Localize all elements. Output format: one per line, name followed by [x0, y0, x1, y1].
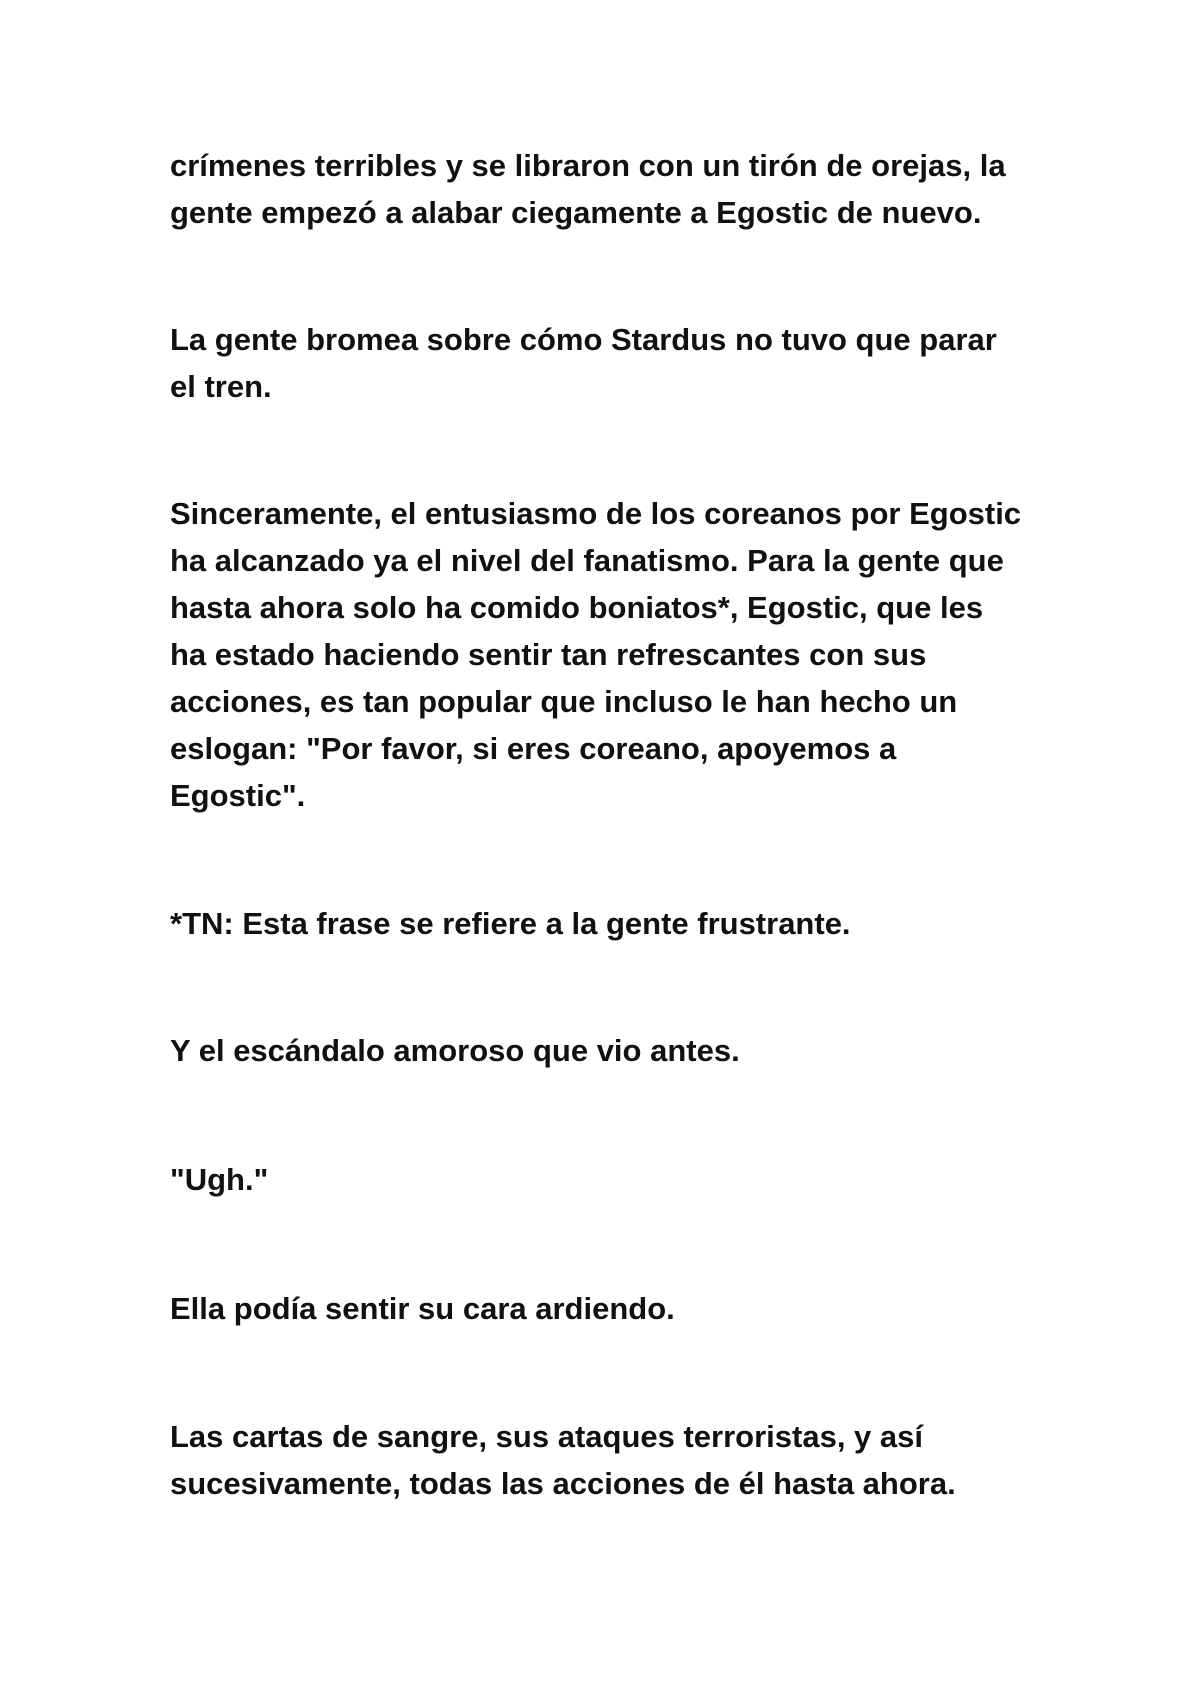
- text-line: gente empezó a alabar ciegamente a Egostic de nuevo.: [170, 195, 982, 230]
- paragraph: [170, 1285, 1050, 1332]
- text-line: acciones, es tan popular que incluso le han hecho un: [170, 684, 958, 719]
- text-line: el tren.: [170, 369, 272, 404]
- text-line: Ella podía sentir su cara ardiendo.: [170, 1291, 675, 1326]
- paragraph: [170, 142, 1050, 236]
- dialogue-line: [170, 1156, 1050, 1203]
- paragraph: [170, 1027, 1050, 1074]
- paragraph: [170, 490, 1050, 819]
- text-line: Y el escándalo amoroso que vio antes.: [170, 1033, 740, 1068]
- text-line: Las cartas de sangre, sus ataques terroristas, y así: [170, 1419, 923, 1454]
- translator-note: [170, 900, 1050, 947]
- text-line: eslogan: "Por favor, si eres coreano, apoyemos a: [170, 731, 897, 766]
- text-line: "Ugh.": [170, 1162, 269, 1197]
- text-line: hasta ahora solo ha comido boniatos*, Egostic, que les: [170, 590, 984, 625]
- text-line: Egostic".: [170, 778, 306, 813]
- paragraph: [170, 1413, 1050, 1507]
- text-line: ha alcanzado ya el nivel del fanatismo. Para la gente que: [170, 543, 1004, 578]
- paragraph: [170, 316, 1050, 410]
- text-line: sucesivamente, todas las acciones de él hasta ahora.: [170, 1466, 956, 1501]
- text-line: Sinceramente, el entusiasmo de los coreanos por Egostic: [170, 496, 1022, 531]
- text-line: *TN: Esta frase se refiere a la gente frustrante.: [170, 906, 851, 941]
- text-line: ha estado haciendo sentir tan refrescantes con sus: [170, 637, 927, 672]
- text-line: crímenes terribles y se libraron con un tirón de orejas, la: [170, 148, 1006, 183]
- text-line: La gente bromea sobre cómo Stardus no tuvo que parar: [170, 322, 997, 357]
